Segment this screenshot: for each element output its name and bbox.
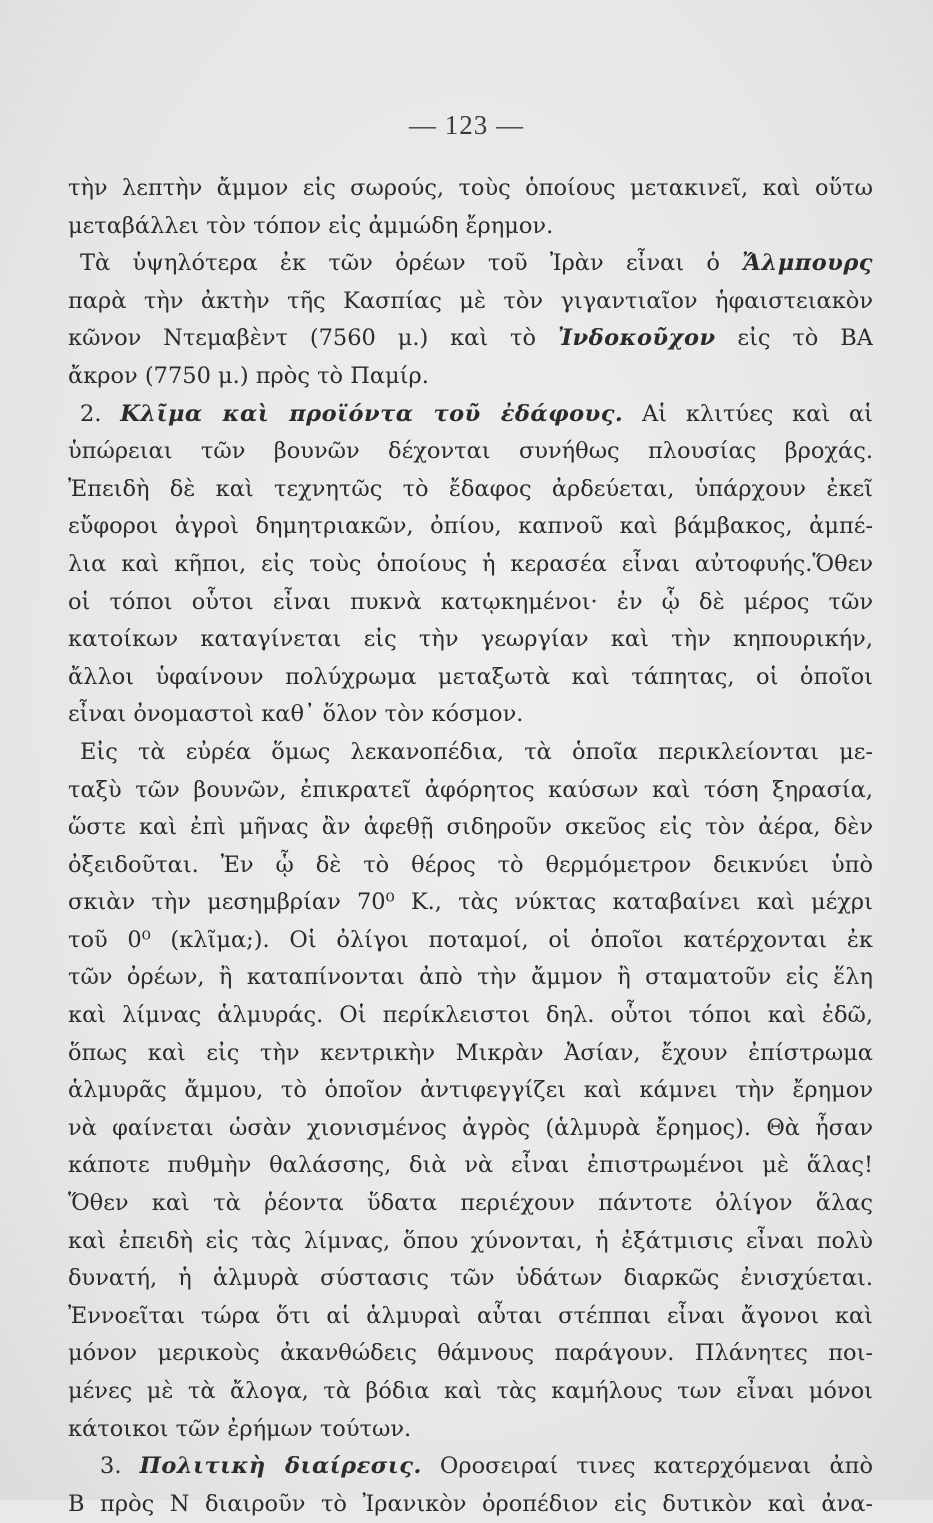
text-span: κατοίκων καταγίνεται εἰς τὴν γεωργίαν καὶ τὴν κηπουρικήν, — [68, 626, 873, 653]
text-line — [68, 1486, 873, 1523]
text-span: Ἐννοεῖται τώρα ὅτι αἱ ἁλμυραὶ αὗται στέππαι εἶναι ἄγονοι καὶ — [68, 1302, 873, 1329]
text-span: Τὰ ὑψηλότερα ἐκ τῶν ὀρέων τοῦ Ἰρὰν εἶναι ὁ — [80, 250, 743, 277]
text-span: μόνον μερικοὺς ἀκανθώδεις θάμνους παράγουν. Πλάνητες ποι- — [68, 1340, 873, 1367]
text-span: τῶν ὀρέων, ἢ καταπίνονται ἀπὸ τὴν ἄμμον ἢ σταματοῦν εἰς ἕλη — [68, 964, 873, 991]
text-span: ταξὺ τῶν βουνῶν, ἐπικρατεῖ ἀφόρητος καύσων καὶ τόση ξηρασία, — [68, 776, 873, 803]
text-span: δυνατή, ἡ ἁλμυρὰ σύστασις τῶν ὑδάτων διαρκῶς ἐνισχύεται. — [68, 1265, 873, 1292]
text-span: ὑπώρειαι τῶν βουνῶν δέχονται συνήθως πλουσίας βροχάς. — [68, 438, 873, 465]
text-span: Ὅθεν καὶ τὰ ῥέοντα ὕδατα περιέχουν πάντοτε ὀλίγον ἅλας — [68, 1190, 873, 1217]
text-line — [68, 1298, 873, 1336]
text-span: ὥστε καὶ ἐπὶ μῆνας ἂν ἀφεθῇ σιδηροῦν σκεῦος εἰς τὸν ἀέρα, δὲν — [68, 814, 873, 841]
text-line — [68, 809, 873, 847]
text-line — [68, 847, 873, 885]
text-span: παρὰ τὴν ἀκτὴν τῆς Κασπίας μὲ τὸν γιγαντιαῖον ἡφαιστειακὸν — [68, 287, 873, 314]
bold-italic-heading: Πολιτικὴ διαίρεσις. — [139, 1453, 422, 1480]
text-line — [68, 170, 873, 208]
text-line — [68, 1072, 873, 1110]
text-line — [68, 208, 873, 246]
text-span: ὀξειδοῦται. Ἐν ᾧ δὲ τὸ θέρος τὸ θερμόμετρον δεικνύει ὑπὸ — [68, 851, 873, 878]
text-line — [68, 245, 873, 283]
text-line — [68, 997, 873, 1035]
text-line — [68, 358, 873, 396]
text-span: Αἱ κλιτύες καὶ αἱ — [623, 400, 873, 427]
text-line — [68, 433, 873, 471]
bold-italic-heading: Κλῖμα καὶ προϊόντα τοῦ ἐδάφους. — [120, 400, 624, 427]
text-line — [68, 1110, 873, 1148]
text-line — [68, 1147, 873, 1185]
text-span: μένες μὲ τὰ ἄλογα, τὰ βόδια καὶ τὰς καμήλους των εἶναι μόνοι — [68, 1378, 873, 1404]
text-span: κάτοικοι τῶν ἐρήμων τούτων. — [68, 1415, 412, 1442]
text-span: μεταβάλλει τὸν τόπον εἰς ἀμμώδη ἔρημον. — [68, 212, 554, 239]
text-span: σκιὰν τὴν μεσημβρίαν 70⁰ Κ., τὰς νύκτας καταβαίνει καὶ μέχρι — [68, 889, 873, 916]
text-span: νὰ φαίνεται ὡσὰν χιονισμένος ἀγρὸς (ἁλμυρὰ ἔρημος). Θὰ ἦσαν — [68, 1114, 873, 1141]
text-line — [68, 659, 873, 697]
text-span: 3. — [100, 1453, 140, 1480]
text-span: κῶνον Ντεμαβὲντ (7560 μ.) καὶ τὸ — [68, 325, 558, 352]
text-line — [68, 696, 873, 734]
text-span: Εἰς τὰ εὐρέα ὅμως λεκανοπέδια, τὰ ὁποῖα περικλείονται με- — [80, 738, 873, 765]
text-line — [68, 922, 873, 960]
text-span: κάποτε πυθμὴν θαλάσσης, διὰ νὰ εἶναι ἐπιστρωμένοι μὲ ἅλας! — [68, 1152, 873, 1179]
text-span: ἄλλοι ὑφαίνουν πολύχρωμα μεταξωτὰ καὶ τάπητας, οἱ ὁποῖοι — [68, 663, 873, 690]
text-line — [68, 1260, 873, 1298]
text-line — [68, 283, 873, 321]
text-line — [68, 772, 873, 810]
text-line — [68, 584, 873, 622]
text-line — [68, 1335, 873, 1373]
text-line — [68, 320, 873, 358]
text-line — [68, 884, 873, 922]
body-text — [68, 170, 873, 1523]
text-span: ἁλμυρᾶς ἄμμου, τὸ ὁποῖον ἀντιφεγγίζει καὶ κάμνει τὴν ἔρημον — [68, 1077, 873, 1104]
text-line — [68, 959, 873, 997]
text-span: εἶναι ὀνομαστοὶ καθ᾿ ὅλον τὸν κόσμον. — [68, 701, 524, 728]
text-span: Οροσειραί τινες κατερχόμεναι ἀπὸ — [421, 1453, 873, 1480]
text-line — [68, 471, 873, 509]
text-line — [68, 396, 873, 434]
text-span: Β πρὸς Ν διαιροῦν τὸ Ἰρανικὸν ὀροπέδιον εἰς δυτικὸν καὶ ἀνα- — [68, 1490, 873, 1517]
text-span: ὅπως καὶ εἰς τὴν κεντρικὴν Μικρὰν Ἀσίαν, ἔχουν ἐπίστρωμα — [68, 1039, 873, 1066]
text-span: εἰς τὸ ΒΑ — [715, 325, 873, 352]
text-span: Ἐπειδὴ δὲ καὶ τεχνητῶς τὸ ἔδαφος ἀρδεύεται, ὑπάρχουν ἐκεῖ — [68, 475, 873, 502]
bold-italic-heading: Ἰνδοκοῦχον — [557, 325, 716, 352]
text-line — [68, 1185, 873, 1223]
text-span: εὔφοροι ἀγροὶ δημητριακῶν, ὀπίου, καπνοῦ καὶ βάμβακος, ἀμπέ- — [68, 513, 873, 540]
page-number: — 123 — — [409, 110, 524, 140]
text-span: οἱ τόποι οὗτοι εἶναι πυκνὰ κατῳκημένοι· ἐν ᾧ δὲ μέρος τῶν — [68, 588, 873, 615]
text-line — [68, 1411, 873, 1449]
text-line — [68, 508, 873, 546]
text-span: λια καὶ κῆποι, εἰς τοὺς ὁποίους ἡ κερασέα εἶναι αὐτοφυής.Ὅθεν — [68, 550, 873, 577]
text-span: τὴν λεπτὴν ἄμμον εἰς σωρούς, τοὺς ὁποίους μετακινεῖ, καὶ οὕτω — [68, 175, 873, 201]
text-line — [68, 734, 873, 772]
text-line — [68, 546, 873, 584]
text-line — [68, 1373, 873, 1411]
text-span: τοῦ 0⁰ (κλῖμα;). Οἱ ὀλίγοι ποταμοί, οἱ ὁποῖοι κατέρχονται ἐκ — [68, 926, 873, 953]
text-line — [68, 1035, 873, 1073]
text-span: καὶ ἐπειδὴ εἰς τὰς λίμνας, ὅπου χύνονται, ἡ ἐξάτμισις εἶναι πολὺ — [68, 1227, 873, 1254]
text-line — [68, 1448, 873, 1486]
text-span: 2. — [80, 400, 121, 427]
text-span: καὶ λίμνας ἁλμυράς. Οἱ περίκλειστοι δηλ. οὗτοι τόποι καὶ ἐδῶ, — [68, 1002, 873, 1029]
text-span: ἄκρον (7750 μ.) πρὸς τὸ Παμίρ. — [68, 362, 429, 389]
text-line — [68, 1223, 873, 1261]
text-line — [68, 621, 873, 659]
bold-italic-heading: Ἄλμπουρς — [742, 250, 873, 277]
